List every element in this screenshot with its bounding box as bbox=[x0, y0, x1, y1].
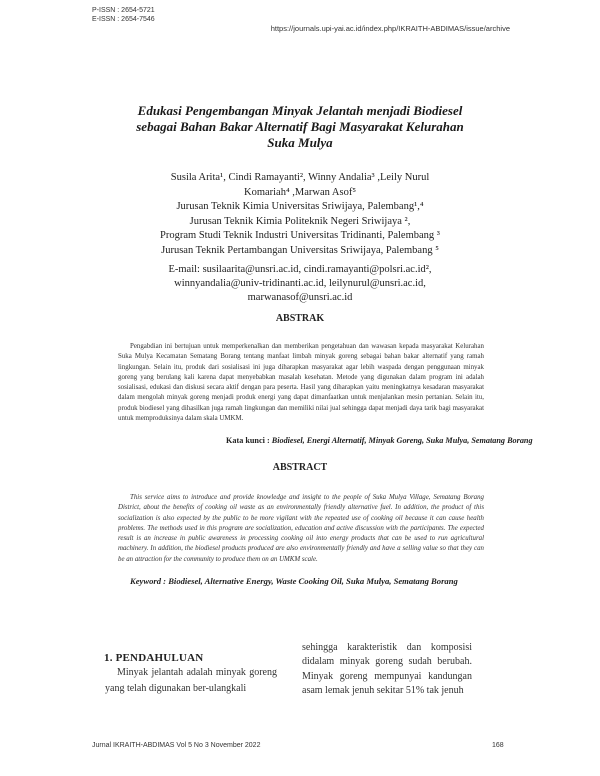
title-line-2: sebagai Bahan Bakar Alternatif Bagi Masyarakat Kelurahan bbox=[136, 119, 464, 134]
section-heading: 1. PENDAHULUAN bbox=[104, 652, 204, 664]
emails-line-3: marwanasof@unsri.ac.id bbox=[247, 292, 353, 303]
eissn: E-ISSN : 2654-7546 bbox=[92, 16, 155, 23]
affiliation-2: Jurusan Teknik Kimia Politeknik Negeri Sriwijaya ², bbox=[189, 215, 411, 227]
abstract-body: This service aims to introduce and provide knowledge and insight to the people of Suka Mulya Village, Sematang Borang District, about the benefits of cooking oil waste as an environmentally friendly alternative fuel. In addition, the product of this socialization is also expected by the public to be more vigilant with the repeated use of cooking oil because it can cause health problems. The methods used in this program are socialization, education and active discussion with the participants. The expected result is an increase in public awareness in processing cooking oil into energy products that can be used to run agricultural machinery. In addition, the biodiesel products produced are also environmentally friendly and have a selling value so that they can be an attraction for the community to produce them on an UMKM scale. bbox=[118, 494, 484, 563]
abstract-keywords-value: Biodiesel, Alternative Energy, Waste Cooking Oil, Suka Mulya, Sematang Borang bbox=[168, 576, 458, 586]
affiliation-1: Jurusan Teknik Kimia Universitas Sriwijaya, Palembang¹,⁴ bbox=[176, 201, 424, 212]
issn-block bbox=[92, 6, 155, 24]
intro-column-1: Minyak jelantah adalah minyak goreng yang telah digunakan ber-ulangkali bbox=[105, 667, 277, 694]
abstract-heading: ABSTRACT bbox=[272, 462, 328, 473]
paper-title bbox=[100, 103, 500, 151]
authors-line-1: Susila Arita¹, Cindi Ramayanti², Winny Andalia³ ,Leily Nurul bbox=[170, 172, 430, 183]
abstrak-heading: ABSTRAK bbox=[275, 313, 325, 324]
abstrak-keywords-value: Biodiesel, Energi Alternatif, Minyak Goreng, Suka Mulya, Sematang Borang bbox=[271, 436, 533, 445]
affiliation-4: Jurusan Teknik Pertambangan Universitas Sriwijaya, Palembang ⁵ bbox=[161, 244, 439, 256]
authors-affiliations bbox=[120, 171, 480, 258]
pissn: P-ISSN : 2654-5721 bbox=[92, 7, 155, 14]
authors-line-2: Komariah⁴ ,Marwan Asof⁵ bbox=[243, 186, 356, 198]
journal-url[interactable]: https://journals.upi-yai.ac.id/index.php/IKRAITH-ABDIMAS/issue/archive bbox=[270, 24, 510, 33]
page-number: 168 bbox=[492, 742, 504, 749]
author-emails bbox=[120, 263, 480, 305]
abstrak-keywords-label: Kata kunci : bbox=[226, 436, 270, 445]
affiliation-3: Program Studi Teknik Industri Universitas Tridinanti, Palembang ³ bbox=[160, 230, 440, 241]
title-line-3: Suka Mulya bbox=[267, 135, 333, 150]
abstrak-body: Pengabdian ini bertujuan untuk memperkenalkan dan memberikan pengetahuan dan wawasan kepada masyarakat Kelurahan Suka Mulya Kecamatan Sematang Borang tentang manfaat limbah minyak goreng sebagai bahan bakar alternatif yang ramah lingkungan. Selain itu, produk dari sosialisasi ini juga diharapkan masyarakat agar lebih waspada dengan penggunaan minyak goreng yang berulang kali karena dapat menyebabkan masalah kesehatan. Metode yang digunakan dalam program ini adalah sosialisasi, edukasi dan diskusi secara aktif dengan para peserta. Hasil yang diharapkan yaitu meningkatnya kesadaran masyarakat dalam mengolah minyak goreng menjadi produk energi yang dapat dimanfaatkan untuk menjalankan mesin pertanian. Selain itu, produk biodiesel yang dihasilkan juga ramah lingkungan dan memiliki nilai jual sehingga dapat menjadi daya tarik bagi masyarakat untuk memproduksinya dalam skala UMKM. bbox=[118, 343, 484, 423]
emails-line-1: E-mail: susilaarita@unsri.ac.id, cindi.ramayanti@polsri.ac.id², bbox=[168, 264, 432, 275]
abstract-keywords bbox=[118, 576, 484, 587]
intro-column-2: sehingga karakteristik dan komposisi didalam minyak goreng sudah berubah. Minyak goreng mempunyai kandungan asam lemak jenuh sekitar 51% tak jenuh bbox=[302, 642, 472, 697]
footer-journal: Jurnal IKRAITH-ABDIMAS Vol 5 No 3 November 2022 bbox=[92, 742, 261, 749]
emails-line-2: winnyandalia@univ-tridinanti.ac.id, leilynurul@unsri.ac.id, bbox=[174, 278, 426, 289]
abstract-keywords-label: Keyword : bbox=[130, 576, 167, 586]
abstrak-keywords bbox=[226, 436, 533, 445]
title-line-1: Edukasi Pengembangan Minyak Jelantah menjadi Biodiesel bbox=[137, 103, 463, 118]
